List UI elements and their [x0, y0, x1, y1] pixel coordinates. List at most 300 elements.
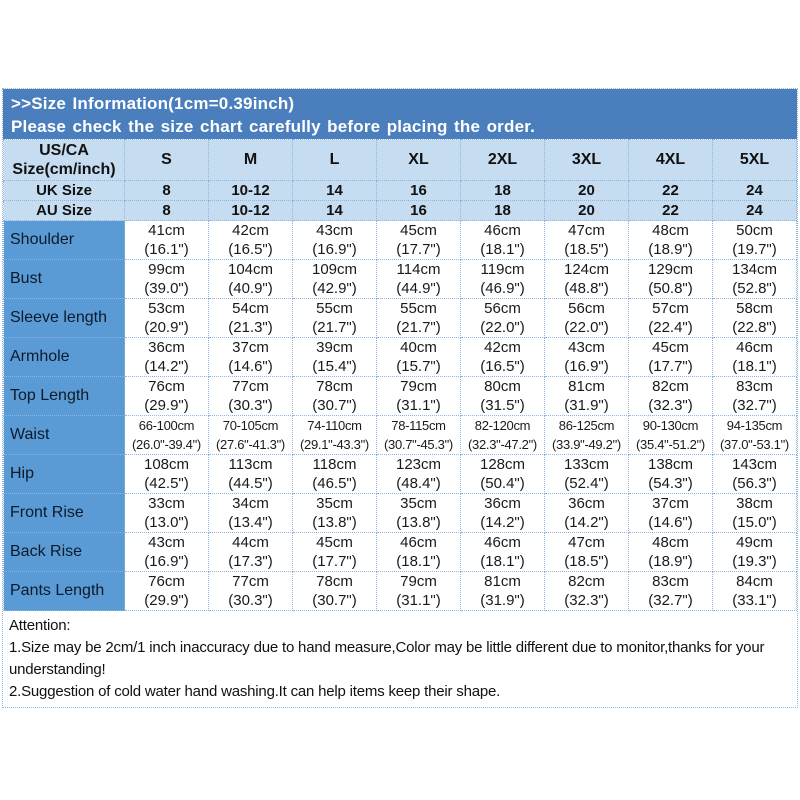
measurement-cell: [713, 299, 797, 338]
inch-value: (54.3"): [648, 475, 693, 492]
measurement-row: [4, 338, 797, 377]
measurement-cell: [545, 416, 629, 455]
cm-value: 78-115cm: [391, 418, 446, 433]
measurement-cell: [293, 572, 377, 611]
measurement-row: [4, 572, 797, 611]
cm-value: 81cm: [484, 573, 521, 590]
inch-value: (33.9"-49.2"): [552, 437, 621, 452]
inch-value: (32.7"): [648, 592, 693, 609]
measurement-cell: [629, 572, 713, 611]
inch-value: (37.0"-53.1"): [720, 437, 789, 452]
corner-header: [4, 140, 125, 181]
measurement-row: [4, 299, 797, 338]
inch-value: (15.7"): [396, 358, 441, 375]
measurement-cell: [377, 221, 461, 260]
inch-value: (29.9"): [144, 397, 189, 414]
measurement-cell: [377, 533, 461, 572]
inch-value: (15.0"): [732, 514, 777, 531]
measurement-cell: [125, 377, 209, 416]
measurement-cell: [293, 533, 377, 572]
uk-size-value: 18: [461, 181, 545, 201]
measurement-cell: [293, 338, 377, 377]
size-chart-panel: [2, 88, 798, 708]
attention-note-2: 2.Suggestion of cold water hand washing.It can help items keep their shape.: [9, 683, 501, 700]
cm-value: 82cm: [652, 378, 689, 395]
inch-value: (46.9"): [480, 280, 525, 297]
cm-value: 119cm: [480, 261, 525, 278]
measurement-row: [4, 377, 797, 416]
au-size-value: 14: [293, 201, 377, 221]
inch-value: (21.7"): [396, 319, 441, 336]
inch-value: (27.6"-41.3"): [216, 437, 285, 452]
measurement-cell: [461, 533, 545, 572]
measurement-cell: [461, 299, 545, 338]
size-column-header: 4XL: [629, 140, 713, 181]
size-table-body: [4, 221, 797, 611]
cm-value: 48cm: [652, 222, 689, 239]
cm-value: 94-135cm: [726, 418, 783, 433]
cm-value: 56cm: [568, 300, 605, 317]
inch-value: (42.9"): [312, 280, 357, 297]
cm-value: 129cm: [647, 261, 694, 278]
cm-value: 41cm: [148, 222, 185, 239]
measurement-cell: [629, 221, 713, 260]
cm-value: 114cm: [396, 261, 441, 278]
inch-value: (22.0"): [564, 319, 609, 336]
measurement-row-label: Armhole: [4, 338, 125, 377]
inch-value: (18.5"): [564, 241, 609, 258]
cm-value: 57cm: [652, 300, 689, 317]
size-column-header: XL: [377, 140, 461, 181]
inch-value: (31.9"): [480, 592, 525, 609]
cm-value: 35cm: [400, 495, 437, 512]
measurement-row: [4, 494, 797, 533]
cm-value: 36cm: [484, 495, 521, 512]
cm-value: 104cm: [227, 261, 274, 278]
inch-value: (16.9"): [144, 553, 189, 570]
inch-value: (14.6"): [648, 514, 693, 531]
inch-value: (33.1"): [732, 592, 777, 609]
measurement-cell: [293, 299, 377, 338]
uk-size-value: 10-12: [209, 181, 293, 201]
cm-value: 43cm: [316, 222, 353, 239]
measurement-cell: [629, 377, 713, 416]
measurement-cell: [209, 377, 293, 416]
inch-value: (17.7"): [312, 553, 357, 570]
cm-value: 43cm: [148, 534, 185, 551]
measurement-cell: [545, 338, 629, 377]
measurement-row: [4, 455, 797, 494]
measurement-cell: [629, 455, 713, 494]
measurement-row: [4, 533, 797, 572]
uk-size-value: 16: [377, 181, 461, 201]
size-column-header: M: [209, 140, 293, 181]
measurement-cell: [461, 338, 545, 377]
inch-value: (16.5"): [228, 241, 273, 258]
cm-value: 55cm: [400, 300, 437, 317]
size-column-header: L: [293, 140, 377, 181]
measurement-cell: [545, 572, 629, 611]
measurement-cell: [713, 260, 797, 299]
cm-value: 34cm: [232, 495, 269, 512]
cm-value: 82cm: [568, 573, 605, 590]
measurement-cell: [461, 377, 545, 416]
cm-value: 47cm: [568, 534, 605, 551]
cm-value: 80cm: [484, 378, 521, 395]
inch-value: (42.5"): [144, 475, 189, 492]
measurement-cell: [461, 494, 545, 533]
measurement-cell: [293, 416, 377, 455]
measurement-cell: [377, 377, 461, 416]
cm-value: 35cm: [316, 495, 353, 512]
inch-value: (30.7"): [312, 397, 357, 414]
cm-value: 134cm: [731, 261, 778, 278]
measurement-cell: [209, 455, 293, 494]
cm-value: 49cm: [736, 534, 773, 551]
cm-value: 70-105cm: [222, 418, 279, 433]
cm-value: 40cm: [400, 339, 437, 356]
cm-value: 74-110cm: [307, 418, 362, 433]
inch-value: (17.7"): [648, 358, 693, 375]
size-column-header: 3XL: [545, 140, 629, 181]
au-size-value: 22: [629, 201, 713, 221]
measurement-cell: [293, 377, 377, 416]
measurement-cell: [461, 416, 545, 455]
measurement-cell: [377, 572, 461, 611]
measurement-cell: [629, 416, 713, 455]
cm-value: 124cm: [563, 261, 610, 278]
measurement-row-label: Hip: [4, 455, 125, 494]
cm-value: 42cm: [484, 339, 521, 356]
cm-value: 86-125cm: [558, 418, 615, 433]
cm-value: 53cm: [148, 300, 185, 317]
inch-value: (22.4"): [648, 319, 693, 336]
uk-size-row-label: UK Size: [4, 181, 125, 201]
cm-value: 78cm: [316, 573, 353, 590]
cm-value: 36cm: [568, 495, 605, 512]
cm-value: 143cm: [731, 456, 778, 473]
inch-value: (31.5"): [480, 397, 525, 414]
measurement-cell: [377, 455, 461, 494]
inch-value: (31.1"): [396, 397, 441, 414]
inch-value: (56.3"): [732, 475, 777, 492]
size-table: [3, 139, 797, 611]
cm-value: 123cm: [395, 456, 442, 473]
measurement-cell: [125, 533, 209, 572]
inch-value: (17.3"): [228, 553, 273, 570]
inch-value: (39.0"): [144, 280, 189, 297]
inch-value: (13.8"): [396, 514, 441, 531]
cm-value: 118cm: [312, 456, 357, 473]
inch-value: (30.7"-45.3"): [384, 437, 453, 452]
cm-value: 46cm: [484, 534, 521, 551]
measurement-row-label: Back Rise: [4, 533, 125, 572]
corner-header-line2: Size(cm/inch): [12, 161, 116, 178]
uk-size-value: 8: [125, 181, 209, 201]
measurement-cell: [545, 533, 629, 572]
inch-value: (48.4"): [396, 475, 441, 492]
measurement-cell: [125, 260, 209, 299]
inch-value: (14.2"): [144, 358, 189, 375]
measurement-row: [4, 260, 797, 299]
measurement-cell: [125, 572, 209, 611]
inch-value: (18.5"): [564, 553, 609, 570]
measurement-cell: [209, 494, 293, 533]
inch-value: (50.8"): [648, 280, 693, 297]
inch-value: (32.3"-47.2"): [468, 437, 537, 452]
measurement-cell: [209, 416, 293, 455]
cm-value: 83cm: [652, 573, 689, 590]
measurement-row-label: Waist: [4, 416, 125, 455]
measurement-cell: [125, 455, 209, 494]
measurement-cell: [545, 377, 629, 416]
inch-value: (14.6"): [228, 358, 273, 375]
au-size-value: 20: [545, 201, 629, 221]
inch-value: (15.4"): [312, 358, 357, 375]
measurement-cell: [377, 260, 461, 299]
cm-value: 45cm: [316, 534, 353, 551]
cm-value: 138cm: [647, 456, 694, 473]
inch-value: (21.3"): [228, 319, 273, 336]
cm-value: 44cm: [232, 534, 269, 551]
cm-value: 128cm: [479, 456, 526, 473]
measurement-cell: [293, 260, 377, 299]
au-size-row-label: AU Size: [4, 201, 125, 221]
measurement-cell: [293, 494, 377, 533]
measurement-row-label: Bust: [4, 260, 125, 299]
au-size-value: 8: [125, 201, 209, 221]
measurement-row-label: Front Rise: [4, 494, 125, 533]
inch-value: (18.1"): [732, 358, 777, 375]
measurement-cell: [629, 260, 713, 299]
measurement-cell: [377, 338, 461, 377]
inch-value: (31.1"): [396, 592, 441, 609]
inch-value: (32.3"): [648, 397, 693, 414]
inch-value: (13.4"): [228, 514, 273, 531]
measurement-cell: [713, 455, 797, 494]
inch-value: (26.0"-39.4"): [132, 437, 201, 452]
inch-value: (29.1"-43.3"): [300, 437, 369, 452]
measurement-cell: [125, 416, 209, 455]
inch-value: (18.1"): [480, 553, 525, 570]
cm-value: 82-120cm: [474, 418, 531, 433]
measurement-row: [4, 416, 797, 455]
inch-value: (19.3"): [732, 553, 777, 570]
cm-value: 76cm: [148, 573, 185, 590]
measurement-cell: [713, 221, 797, 260]
inch-value: (21.7"): [312, 319, 357, 336]
cm-value: 77cm: [232, 573, 269, 590]
measurement-cell: [125, 338, 209, 377]
inch-value: (18.9"): [648, 241, 693, 258]
inch-value: (30.3"): [228, 397, 273, 414]
inch-value: (16.5"): [480, 358, 525, 375]
measurement-cell: [209, 299, 293, 338]
cm-value: 42cm: [232, 222, 269, 239]
attention-section: [3, 611, 797, 707]
measurement-cell: [545, 455, 629, 494]
cm-value: 47cm: [568, 222, 605, 239]
inch-value: (22.0"): [480, 319, 525, 336]
cm-value: 36cm: [148, 339, 185, 356]
cm-value: 33cm: [148, 495, 185, 512]
inch-value: (16.9"): [564, 358, 609, 375]
measurement-row: [4, 221, 797, 260]
cm-value: 54cm: [232, 300, 269, 317]
measurement-cell: [713, 338, 797, 377]
measurement-cell: [461, 455, 545, 494]
inch-value: (31.9"): [564, 397, 609, 414]
inch-value: (18.1"): [480, 241, 525, 258]
measurement-cell: [209, 260, 293, 299]
cm-value: 113cm: [228, 456, 273, 473]
cm-value: 109cm: [311, 261, 358, 278]
inch-value: (52.8"): [732, 280, 777, 297]
inch-value: (29.9"): [144, 592, 189, 609]
cm-value: 37cm: [232, 339, 269, 356]
inch-value: (18.9"): [648, 553, 693, 570]
cm-value: 90-130cm: [642, 418, 699, 433]
inch-value: (52.4"): [564, 475, 609, 492]
inch-value: (16.1"): [144, 241, 189, 258]
inch-value: (18.1"): [396, 553, 441, 570]
inch-value: (22.8"): [732, 319, 777, 336]
size-column-header: S: [125, 140, 209, 181]
attention-note-1: 1.Size may be 2cm/1 inch inaccuracy due to hand measure,Color may be little different due to monitor,thanks for your understanding!: [9, 639, 765, 678]
cm-value: 45cm: [400, 222, 437, 239]
inch-value: (40.9"): [228, 280, 273, 297]
measurement-row-label: Pants Length: [4, 572, 125, 611]
measurement-cell: [629, 533, 713, 572]
title-line-2: Please check the size chart carefully before placing the order.: [11, 117, 536, 136]
measurement-cell: [209, 572, 293, 611]
au-size-value: 18: [461, 201, 545, 221]
cm-value: 133cm: [563, 456, 610, 473]
cm-value: 48cm: [652, 534, 689, 551]
au-size-value: 10-12: [209, 201, 293, 221]
cm-value: 56cm: [484, 300, 521, 317]
measurement-cell: [125, 221, 209, 260]
measurement-row-label: Sleeve length: [4, 299, 125, 338]
cm-value: 108cm: [143, 456, 190, 473]
cm-value: 79cm: [400, 573, 437, 590]
inch-value: (35.4"-51.2"): [636, 437, 705, 452]
cm-value: 43cm: [568, 339, 605, 356]
inch-value: (16.9"): [312, 241, 357, 258]
measurement-cell: [545, 260, 629, 299]
measurement-cell: [713, 572, 797, 611]
size-column-header: 2XL: [461, 140, 545, 181]
cm-value: 99cm: [148, 261, 185, 278]
cm-value: 45cm: [652, 339, 689, 356]
cm-value: 78cm: [316, 378, 353, 395]
cm-value: 55cm: [316, 300, 353, 317]
inch-value: (17.7"): [396, 241, 441, 258]
cm-value: 46cm: [736, 339, 773, 356]
cm-value: 58cm: [736, 300, 773, 317]
measurement-cell: [713, 533, 797, 572]
inch-value: (32.3"): [564, 592, 609, 609]
inch-value: (44.9"): [396, 280, 441, 297]
au-size-value: 16: [377, 201, 461, 221]
measurement-cell: [125, 299, 209, 338]
au-size-value: 24: [713, 201, 797, 221]
cm-value: 46cm: [400, 534, 437, 551]
measurement-cell: [209, 338, 293, 377]
inch-value: (50.4"): [480, 475, 525, 492]
title-band: [3, 89, 797, 139]
cm-value: 79cm: [400, 378, 437, 395]
measurement-cell: [125, 494, 209, 533]
cm-value: 66-100cm: [138, 418, 195, 433]
measurement-cell: [209, 221, 293, 260]
cm-value: 76cm: [148, 378, 185, 395]
title-line-1: >>Size Information(1cm=0.39inch): [11, 94, 295, 113]
measurement-cell: [629, 338, 713, 377]
size-table-head: [4, 140, 797, 221]
cm-value: 83cm: [736, 378, 773, 395]
attention-title: Attention:: [9, 617, 71, 634]
inch-value: (30.7"): [312, 592, 357, 609]
inch-value: (14.2"): [480, 514, 525, 531]
measurement-cell: [209, 533, 293, 572]
cm-value: 38cm: [736, 495, 773, 512]
inch-value: (14.2"): [564, 514, 609, 531]
inch-value: (20.9"): [144, 319, 189, 336]
measurement-cell: [377, 299, 461, 338]
inch-value: (30.3"): [228, 592, 273, 609]
inch-value: (46.5"): [312, 475, 357, 492]
inch-value: (32.7"): [732, 397, 777, 414]
uk-size-value: 14: [293, 181, 377, 201]
measurement-cell: [293, 455, 377, 494]
inch-value: (13.8"): [312, 514, 357, 531]
measurement-cell: [545, 494, 629, 533]
measurement-cell: [629, 299, 713, 338]
measurement-cell: [293, 221, 377, 260]
measurement-cell: [461, 260, 545, 299]
cm-value: 77cm: [232, 378, 269, 395]
uk-size-value: 24: [713, 181, 797, 201]
cm-value: 84cm: [736, 573, 773, 590]
inch-value: (19.7"): [732, 241, 777, 258]
measurement-cell: [545, 299, 629, 338]
inch-value: (13.0"): [144, 514, 189, 531]
measurement-cell: [461, 221, 545, 260]
corner-header-line1: US/CA: [39, 142, 89, 159]
cm-value: 37cm: [652, 495, 689, 512]
cm-value: 39cm: [316, 339, 353, 356]
measurement-cell: [377, 494, 461, 533]
measurement-row-label: Shoulder: [4, 221, 125, 260]
cm-value: 50cm: [736, 222, 773, 239]
inch-value: (44.5"): [228, 475, 273, 492]
measurement-cell: [545, 221, 629, 260]
size-column-header: 5XL: [713, 140, 797, 181]
cm-value: 46cm: [484, 222, 521, 239]
cm-value: 81cm: [568, 378, 605, 395]
measurement-cell: [713, 494, 797, 533]
measurement-cell: [713, 377, 797, 416]
measurement-cell: [629, 494, 713, 533]
measurement-cell: [461, 572, 545, 611]
uk-size-value: 22: [629, 181, 713, 201]
measurement-cell: [377, 416, 461, 455]
inch-value: (48.8"): [564, 280, 609, 297]
measurement-row-label: Top Length: [4, 377, 125, 416]
measurement-cell: [713, 416, 797, 455]
uk-size-value: 20: [545, 181, 629, 201]
